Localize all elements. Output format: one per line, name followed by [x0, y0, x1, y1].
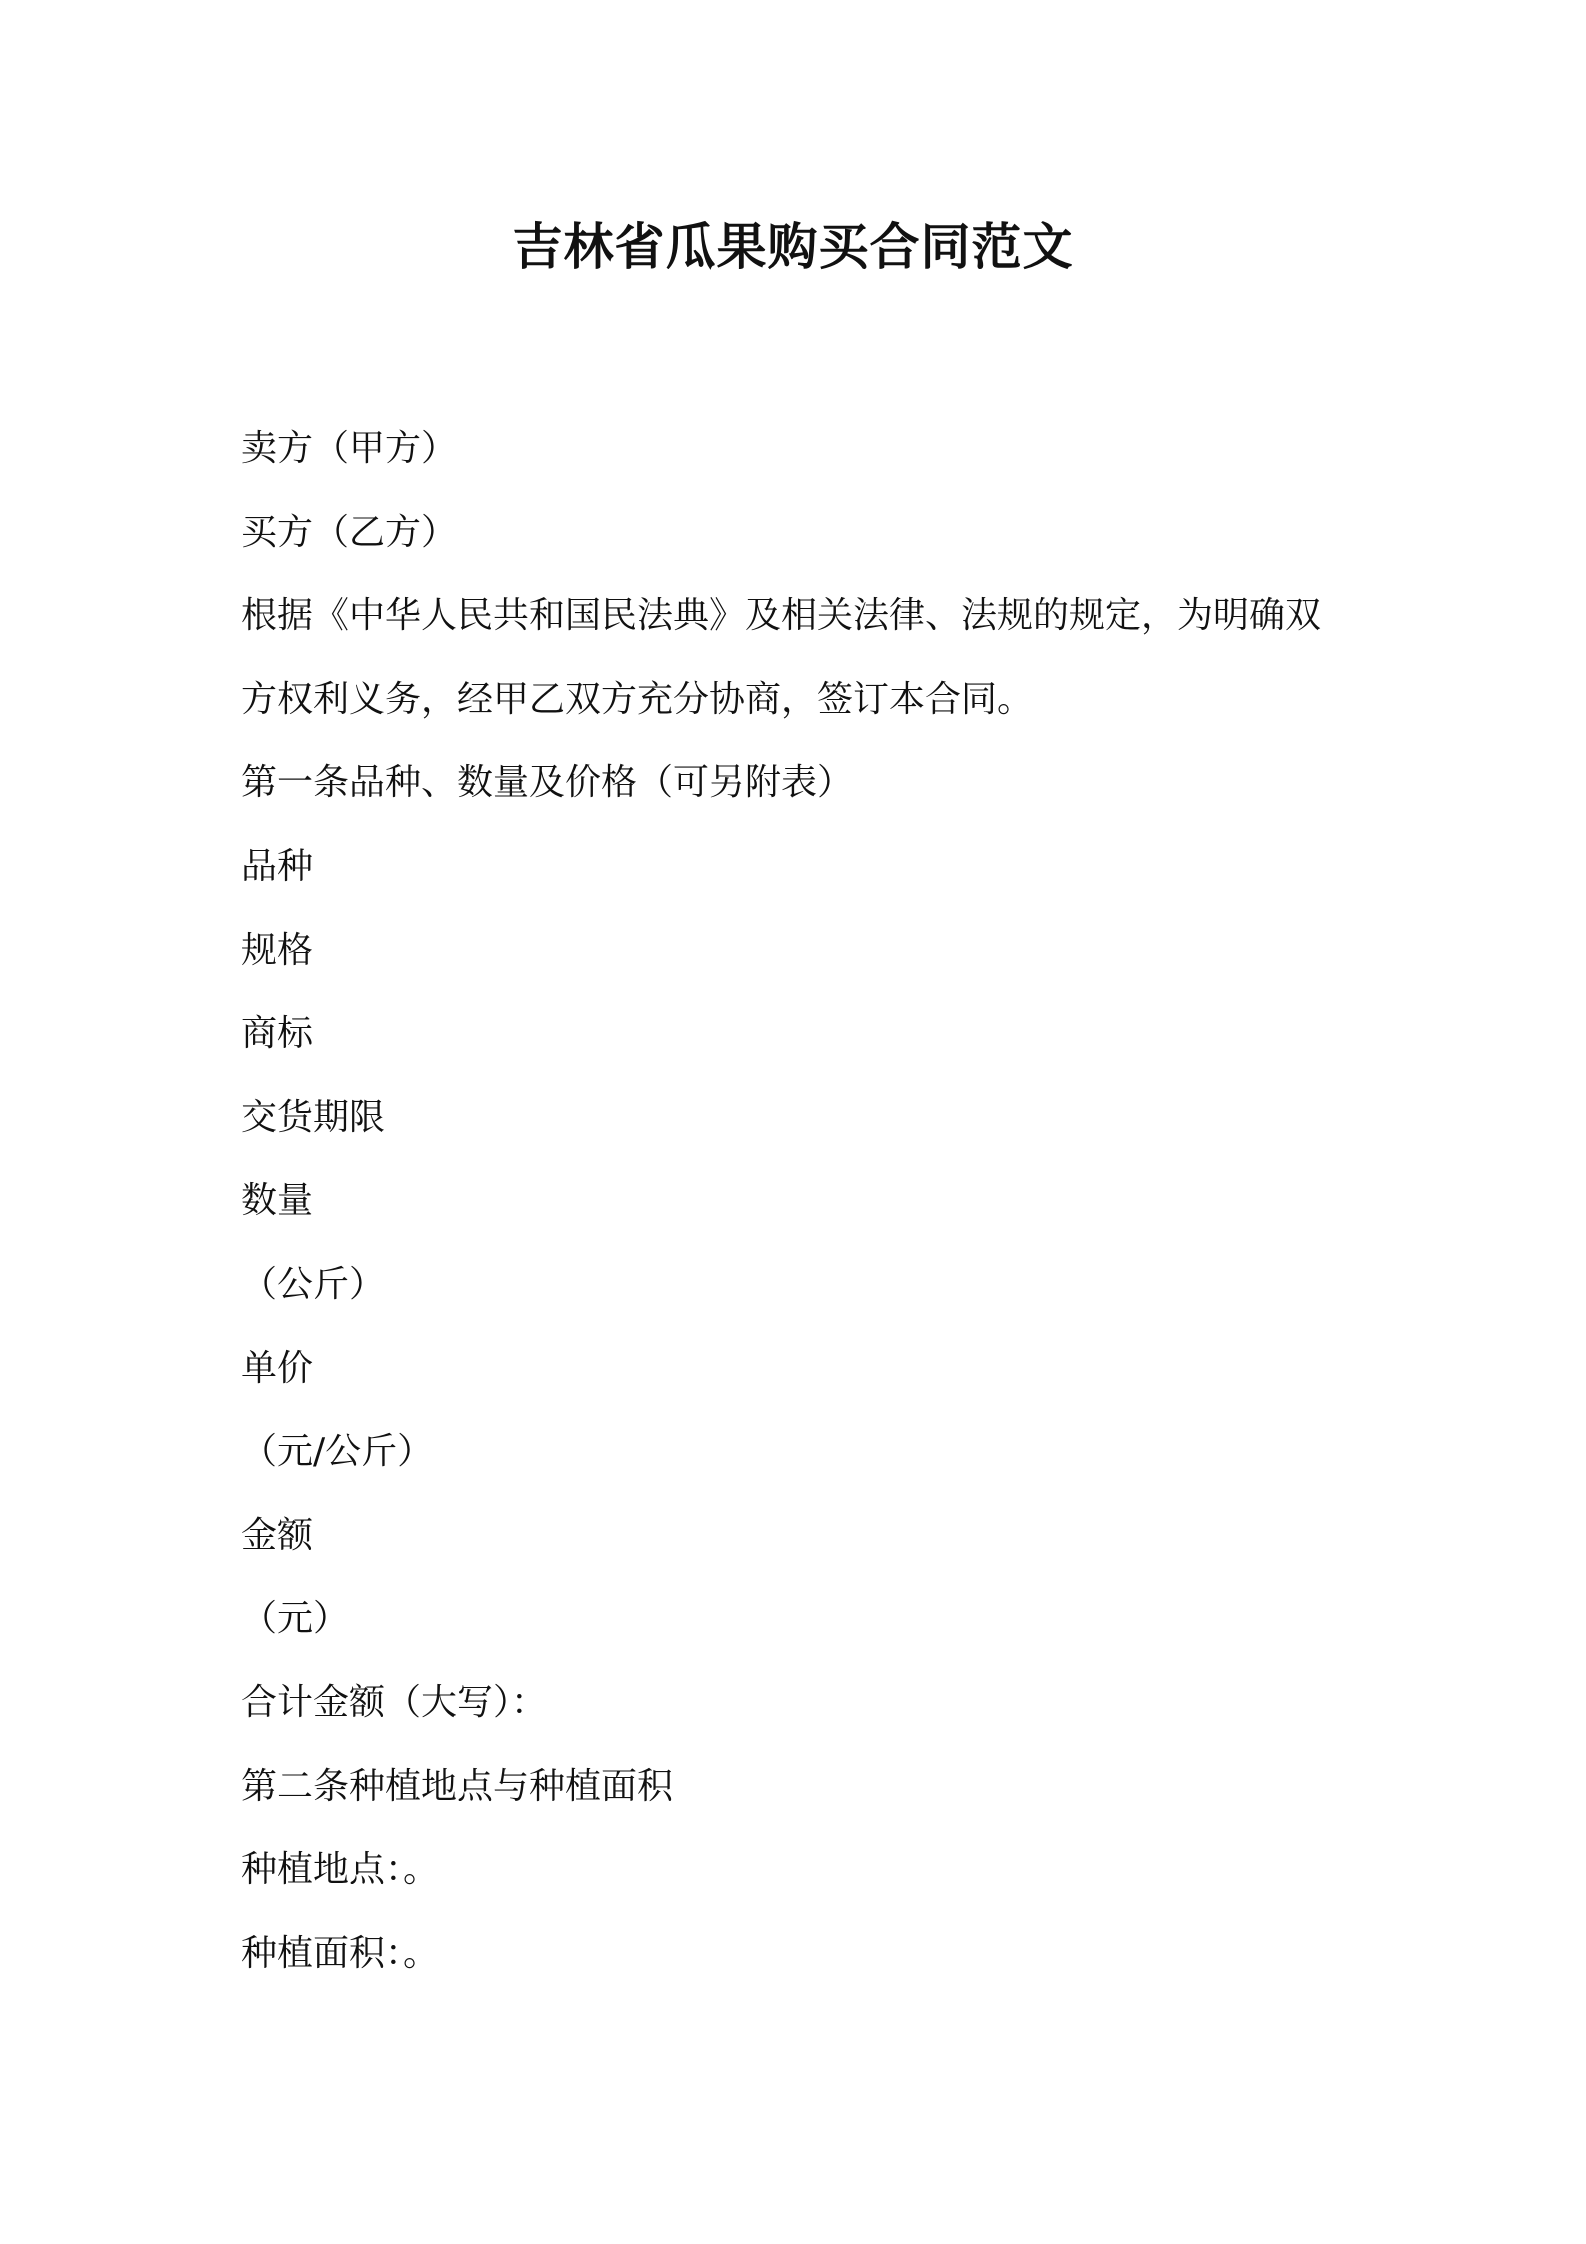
seller-line: 卖方（甲方）: [241, 428, 458, 469]
field-total-amount: 合计金额（大写）：: [241, 1681, 548, 1723]
document-body: [241, 407, 1361, 1995]
field-specification: 规格: [241, 929, 314, 971]
field-variety: 品种: [241, 845, 314, 887]
field-planting-area: 种植面积：。: [241, 1932, 440, 1974]
field-unit-price: 单价: [241, 1347, 314, 1389]
unit-yuan-per-kg: （元/公斤）: [241, 1431, 434, 1473]
document-title: 吉林省瓜果购买合同范文: [512, 218, 1074, 276]
preamble-line-1: 根据《中华人民共和国民法典》及相关法律、法规的规定，为明确双: [241, 595, 1322, 637]
unit-kg: （公斤）: [241, 1263, 386, 1305]
buyer-line: 买方（乙方）: [241, 511, 458, 553]
field-delivery-period: 交货期限: [241, 1096, 386, 1138]
field-trademark: 商标: [241, 1013, 314, 1055]
article-1-heading: 第一条品种、数量及价格（可另附表）: [241, 762, 854, 804]
unit-yuan: （元）: [241, 1598, 350, 1640]
field-planting-location: 种植地点：。: [241, 1849, 440, 1891]
field-amount: 金额: [241, 1514, 314, 1556]
preamble-line-2: 方权利义务，经甲乙双方充分协商，签订本合同。: [241, 678, 1034, 720]
field-quantity: 数量: [241, 1180, 314, 1222]
article-2-heading: 第二条种植地点与种植面积: [241, 1765, 674, 1807]
